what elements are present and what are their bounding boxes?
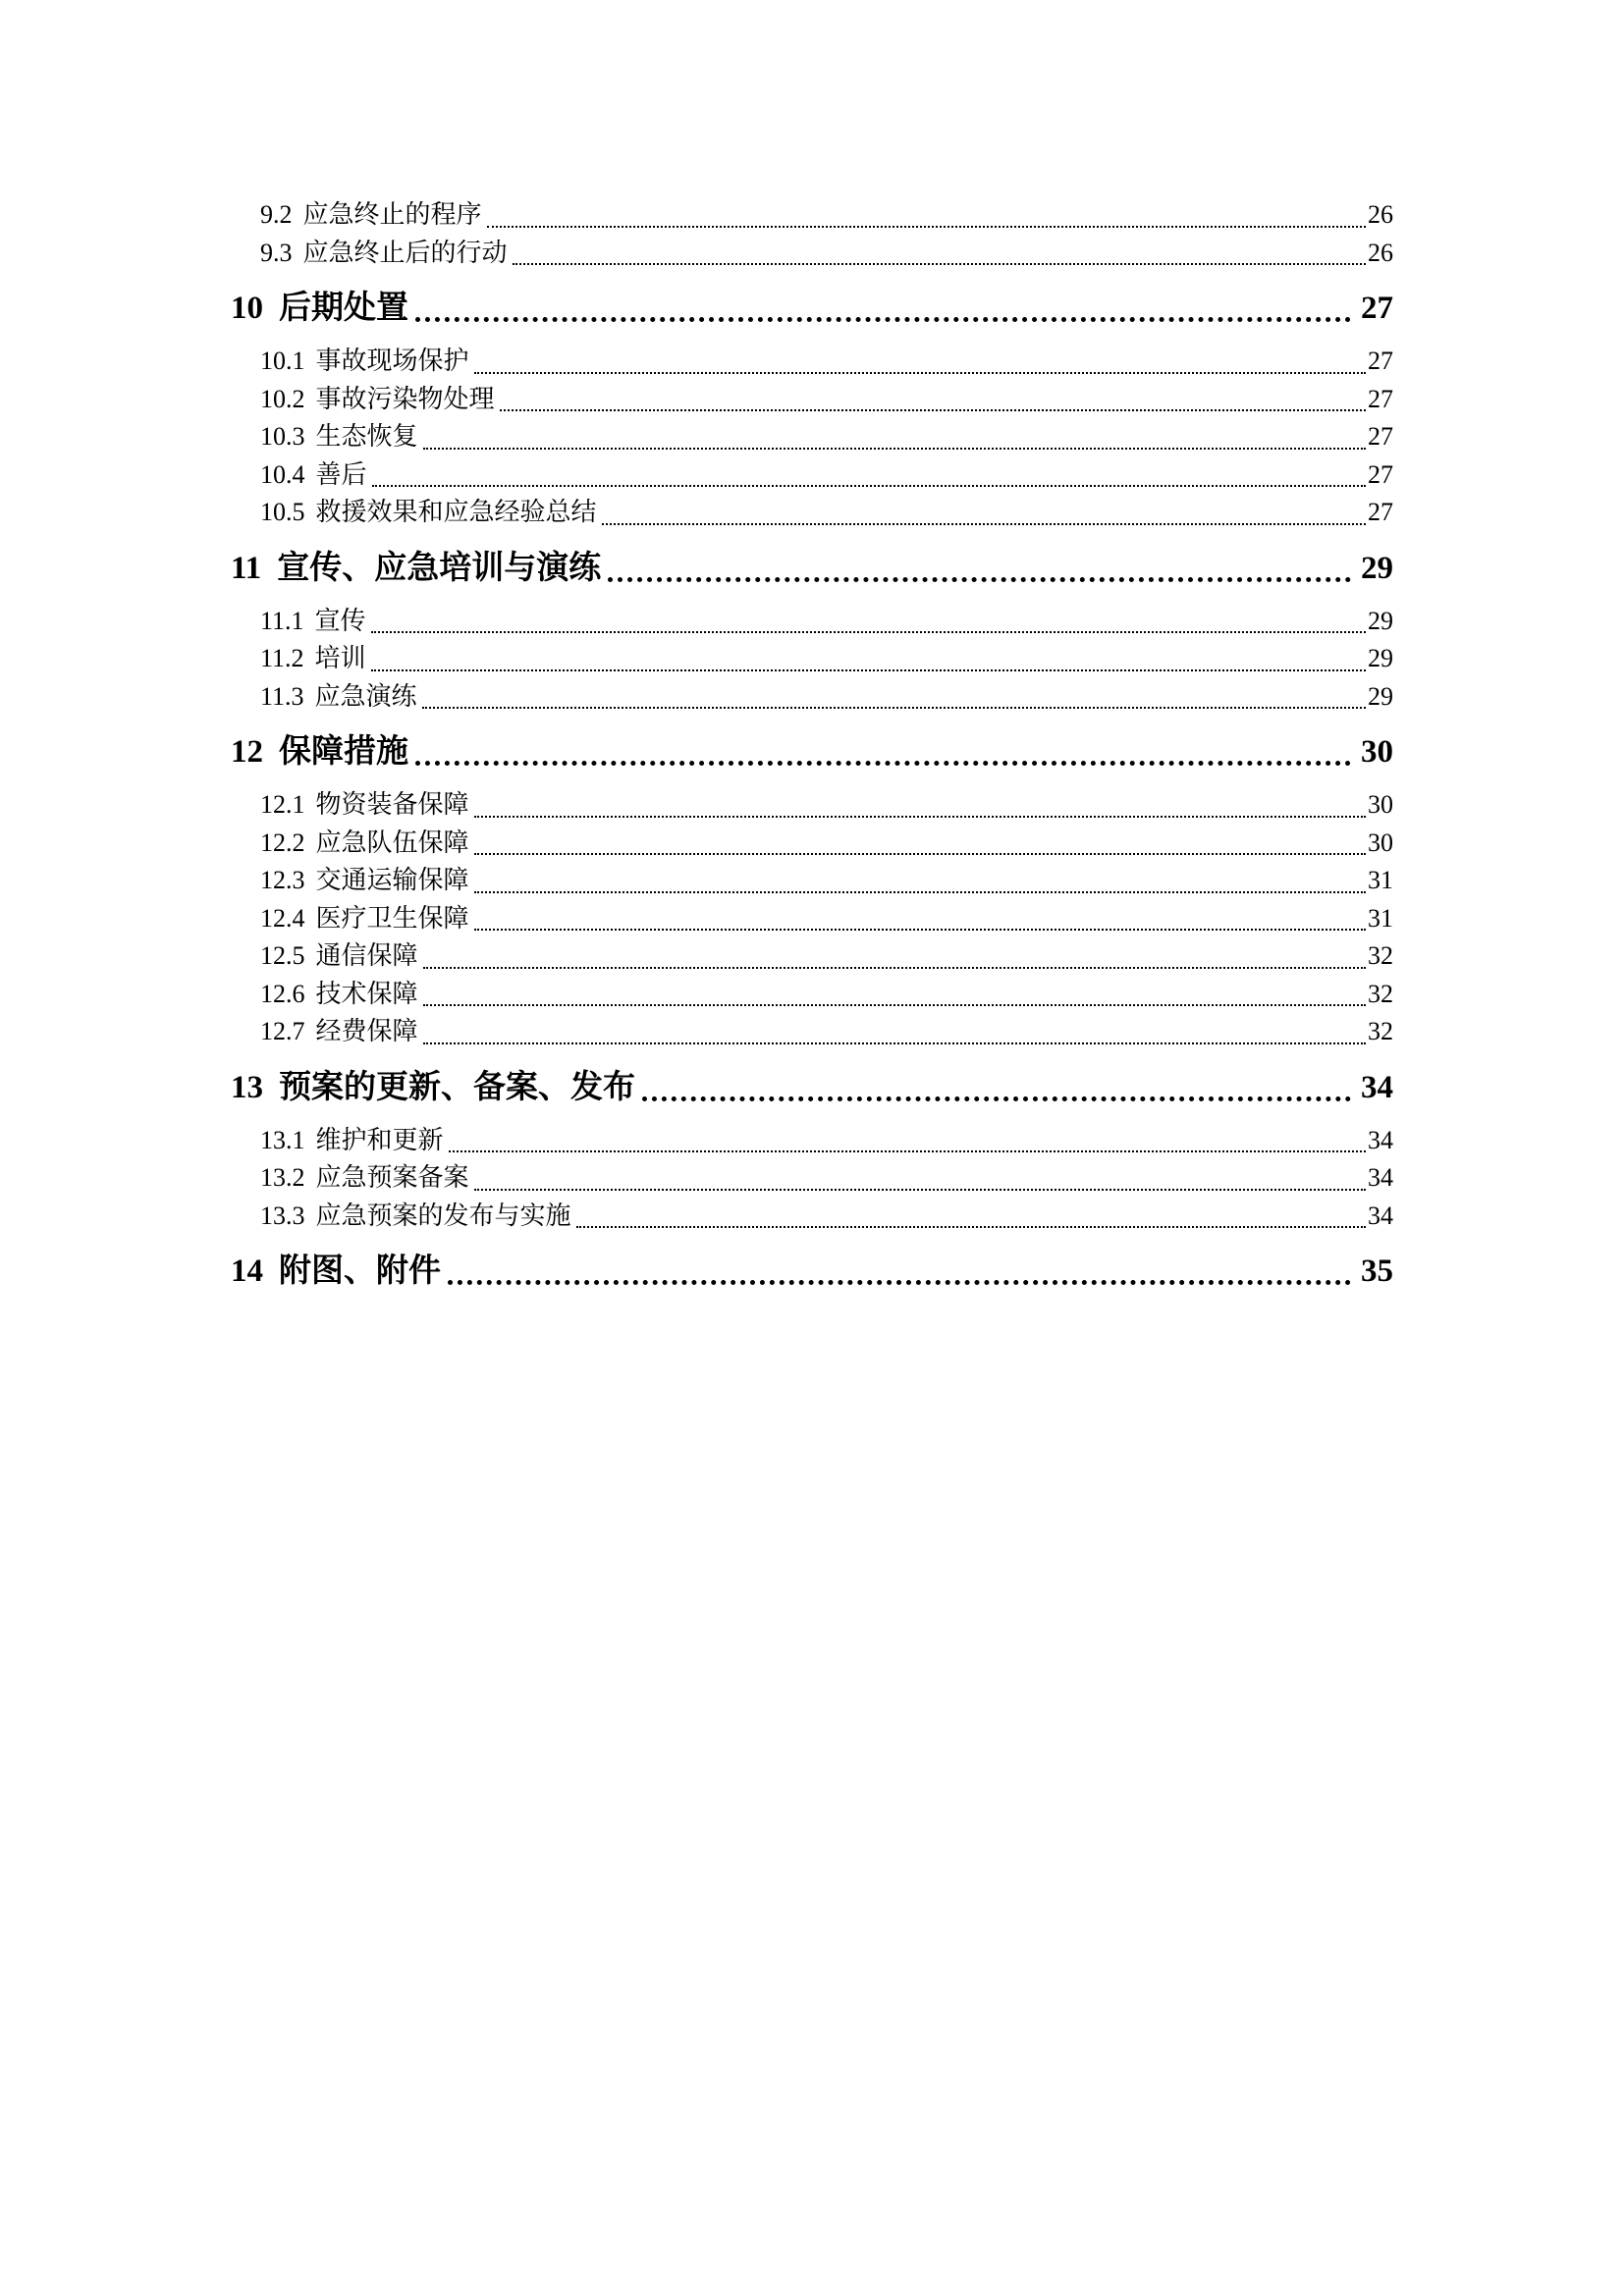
entry-number: 13.3 (260, 1201, 305, 1230)
entry-number: 10.3 (260, 422, 305, 451)
toc-entry-12-5[interactable] (231, 937, 1393, 976)
entry-title: 应急预案的发布与实施 (315, 1201, 571, 1230)
toc-entry-12-3[interactable] (231, 862, 1393, 900)
dot-leader (423, 1004, 1366, 1006)
entry-title: 生态恢复 (315, 422, 418, 451)
entry-title: 交通运输保障 (315, 866, 469, 894)
entry-page-number: 27 (1368, 347, 1393, 375)
entry-number: 11.3 (260, 681, 304, 711)
toc-entry-11[interactable] (231, 547, 1393, 590)
toc-entry-9-3[interactable] (231, 235, 1393, 273)
toc-entry-12-1[interactable] (231, 786, 1393, 825)
dot-leader (576, 1226, 1366, 1228)
dot-leader (448, 1280, 1351, 1285)
entry-title: 技术保障 (315, 979, 418, 1008)
dot-leader (602, 523, 1366, 525)
entry-title: 应急队伍保障 (315, 828, 469, 857)
entry-title: 事故现场保护 (315, 347, 469, 375)
entry-page-number: 31 (1368, 866, 1393, 894)
entry-title: 培训 (314, 644, 366, 672)
dot-leader (608, 577, 1351, 582)
entry-page-number: 27 (1368, 498, 1393, 526)
entry-page-number: 34 (1368, 1163, 1393, 1192)
toc-entry-12-4[interactable] (231, 900, 1393, 938)
dot-leader (371, 631, 1366, 633)
dot-leader (423, 448, 1366, 450)
entry-number: 12.5 (260, 941, 305, 970)
entry-title: 善后 (315, 459, 367, 489)
entry-page-number: 29 (1368, 606, 1393, 635)
entry-page-number: 35 (1361, 1254, 1393, 1289)
dot-leader (500, 409, 1366, 411)
entry-page-number: 32 (1368, 941, 1393, 970)
dot-leader (474, 853, 1366, 855)
entry-number: 12.3 (260, 866, 305, 894)
dot-leader (474, 891, 1366, 893)
entry-number: 10.1 (260, 347, 305, 375)
entry-page-number: 27 (1368, 459, 1393, 489)
entry-number: 11.1 (260, 606, 304, 635)
entry-page-number: 26 (1368, 238, 1393, 267)
entry-page-number: 32 (1368, 1017, 1393, 1045)
entry-number: 12.1 (260, 790, 305, 819)
entry-page-number: 26 (1368, 200, 1393, 229)
entry-page-number: 27 (1368, 384, 1393, 413)
entry-number: 9.3 (260, 238, 293, 267)
entry-title: 维护和更新 (315, 1125, 444, 1154)
toc-entry-10-5[interactable] (231, 494, 1393, 532)
toc-entry-13-2[interactable] (231, 1159, 1393, 1198)
dot-leader (513, 263, 1366, 265)
dot-leader (423, 967, 1366, 969)
toc-list (231, 196, 1393, 1306)
dot-leader (449, 1150, 1366, 1152)
entry-number: 12.6 (260, 979, 305, 1008)
toc-entry-10[interactable] (231, 287, 1393, 330)
dot-leader (422, 707, 1366, 709)
entry-title: 附图、附件 (279, 1254, 441, 1289)
entry-page-number: 34 (1368, 1125, 1393, 1154)
entry-page-number: 27 (1361, 291, 1393, 326)
dot-leader (474, 372, 1366, 374)
toc-entry-12[interactable] (231, 730, 1393, 774)
entry-number: 10.4 (260, 459, 305, 489)
toc-entry-11-3[interactable] (231, 678, 1393, 717)
entry-number: 12.7 (260, 1017, 305, 1045)
entry-page-number: 34 (1368, 1201, 1393, 1230)
entry-title: 宣传 (314, 606, 366, 635)
dot-leader (487, 226, 1366, 228)
entry-number: 11.2 (260, 644, 304, 672)
toc-entry-12-7[interactable] (231, 1013, 1393, 1051)
entry-number: 12.4 (260, 903, 305, 933)
entry-page-number: 27 (1368, 422, 1393, 451)
toc-entry-13-3[interactable] (231, 1198, 1393, 1236)
entry-number: 14 (231, 1254, 263, 1289)
entry-page-number: 30 (1368, 790, 1393, 819)
dot-leader (423, 1042, 1366, 1044)
dot-leader (371, 669, 1366, 671)
entry-title: 宣传、应急培训与演练 (277, 550, 602, 586)
entry-number: 11 (231, 550, 262, 586)
entry-title: 应急终止的程序 (302, 200, 482, 229)
entry-title: 应急终止后的行动 (302, 238, 508, 267)
toc-entry-10-4[interactable] (231, 456, 1393, 495)
toc-entry-12-2[interactable] (231, 825, 1393, 863)
dot-leader (415, 317, 1351, 322)
entry-page-number: 31 (1368, 903, 1393, 933)
dot-leader (474, 1189, 1366, 1191)
toc-entry-13-1[interactable] (231, 1122, 1393, 1160)
entry-title: 物资装备保障 (315, 790, 469, 819)
toc-entry-12-6[interactable] (231, 976, 1393, 1014)
toc-entry-9-2[interactable] (231, 196, 1393, 235)
dot-leader (642, 1096, 1351, 1101)
entry-title: 保障措施 (279, 734, 408, 770)
entry-page-number: 30 (1361, 734, 1393, 770)
entry-page-number: 29 (1368, 681, 1393, 711)
entry-title: 事故污染物处理 (315, 384, 495, 413)
entry-page-number: 32 (1368, 979, 1393, 1008)
entry-title: 通信保障 (315, 941, 418, 970)
entry-number: 13 (231, 1069, 263, 1105)
entry-title: 应急演练 (314, 681, 417, 711)
entry-page-number: 29 (1361, 550, 1393, 586)
entry-number: 12 (231, 734, 263, 770)
entry-number: 10.2 (260, 384, 305, 413)
entry-title: 应急预案备案 (315, 1163, 469, 1192)
entry-page-number: 34 (1361, 1069, 1393, 1105)
entry-number: 13.1 (260, 1125, 305, 1154)
dot-leader (415, 761, 1351, 766)
toc-entry-10-2[interactable] (231, 381, 1393, 419)
entry-title: 经费保障 (315, 1017, 418, 1045)
entry-number: 13.2 (260, 1163, 305, 1192)
dot-leader (474, 929, 1366, 931)
toc-entry-11-1[interactable] (231, 603, 1393, 641)
entry-number: 10.5 (260, 498, 305, 526)
entry-number: 10 (231, 291, 263, 326)
toc-entry-14[interactable] (231, 1250, 1393, 1293)
entry-page-number: 29 (1368, 644, 1393, 672)
entry-title: 后期处置 (279, 291, 408, 326)
entry-number: 9.2 (260, 200, 293, 229)
entry-title: 救援效果和应急经验总结 (315, 498, 597, 526)
toc-entry-10-3[interactable] (231, 418, 1393, 456)
toc-entry-13[interactable] (231, 1066, 1393, 1109)
toc-entry-10-1[interactable] (231, 343, 1393, 381)
entry-page-number: 30 (1368, 828, 1393, 857)
entry-number: 12.2 (260, 828, 305, 857)
entry-title: 医疗卫生保障 (315, 903, 469, 933)
dot-leader (372, 485, 1366, 487)
dot-leader (474, 816, 1366, 818)
entry-title: 预案的更新、备案、发布 (279, 1069, 635, 1105)
toc-entry-11-2[interactable] (231, 640, 1393, 678)
